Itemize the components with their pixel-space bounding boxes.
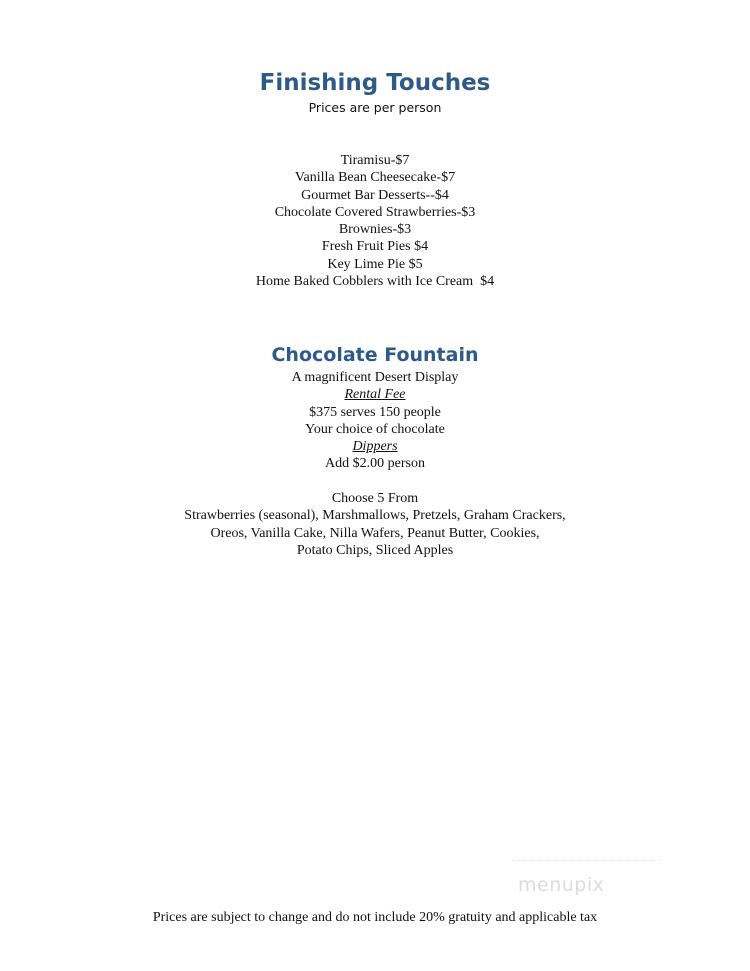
dippers-price: Add $2.00 person [325, 456, 425, 472]
watermark-logo-text: menupix [518, 874, 605, 896]
dipper-options-line: Oreos, Vanilla Cake, Nilla Wafers, Peanut Butter, Cookies, [210, 525, 540, 541]
finishing-touches-title: Finishing Touches [259, 70, 491, 96]
section-spacer [0, 473, 750, 490]
dipper-options-line: Strawberries (seasonal), Marshmallows, Pretzels, Graham Crackers, [184, 508, 566, 524]
dessert-list [0, 152, 750, 290]
fountain-description: A magnificent Desert Display [291, 370, 459, 385]
chocolate-fountain-title: Chocolate Fountain [271, 344, 479, 366]
rental-fee-price: $375 serves 150 people [309, 404, 441, 420]
dessert-item: Key Lime Pie $5 [327, 256, 423, 272]
rental-fee-label: Rental Fee [344, 387, 406, 403]
dessert-item: Tiramisu-$7 [340, 153, 410, 168]
chocolate-fountain-details [0, 369, 750, 559]
dipper-options-line: Potato Chips, Sliced Apples [296, 542, 454, 558]
dessert-item: Fresh Fruit Pies $4 [321, 239, 429, 255]
prices-per-person-note: Prices are per person [308, 100, 442, 115]
chocolate-choice-note: Your choice of chocolate [305, 421, 445, 437]
menupix-watermark [512, 860, 662, 910]
dessert-item: Vanilla Bean Cheesecake-$7 [294, 170, 456, 186]
dessert-item: Gourmet Bar Desserts--$4 [301, 187, 449, 203]
watermark-divider [512, 860, 662, 861]
dessert-item: Brownies-$3 [338, 222, 412, 238]
dippers-label: Dippers [352, 439, 398, 455]
footer-price-disclaimer: Prices are subject to change and do not include 20% gratuity and applicable tax [152, 910, 598, 925]
dessert-item: Chocolate Covered Strawberries-$3 [274, 204, 476, 220]
dessert-item: Home Baked Cobblers with Ice Cream $4 [255, 274, 495, 290]
choose-five-label: Choose 5 From [331, 491, 419, 507]
